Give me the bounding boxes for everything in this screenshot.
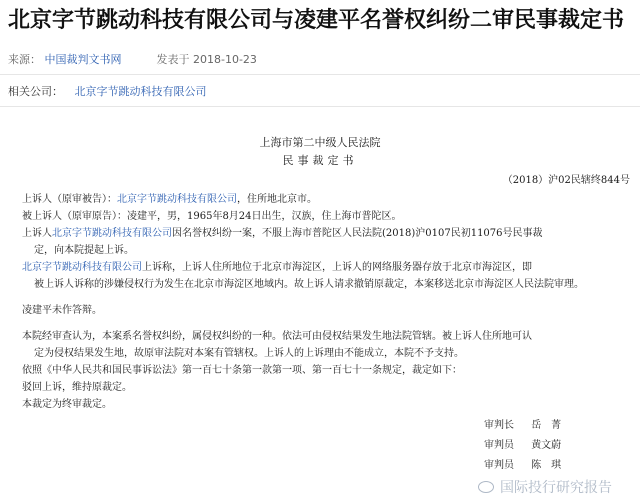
paragraph-ruling: 驳回上诉，维持原裁定。	[22, 382, 132, 393]
article-meta	[8, 52, 257, 68]
signer-role: 审判员	[484, 440, 514, 451]
signer-name: 岳 菁	[531, 420, 562, 431]
judgment-document	[0, 108, 640, 496]
divider	[0, 106, 640, 107]
document-type: 民事裁定书	[282, 154, 358, 167]
text: ，住所地北京市。	[237, 194, 317, 205]
paragraph-appellant	[22, 191, 630, 208]
paragraph-appeal-claims-cont: 被上诉人诉称的涉嫌侵权行为发生在北京市海淀区地域内。故上诉人请求撤销原裁定，本案移送北京市海淀区人民法院审理。	[34, 279, 584, 290]
published-label: 发表于	[156, 53, 190, 66]
paragraph-no-defense: 凌建平未作答辩。	[22, 305, 102, 316]
related-company-link[interactable]: 北京字节跳动科技有限公司	[74, 85, 207, 98]
published-date: 2018-10-23	[193, 53, 257, 66]
paragraph-appeal-cont: 定，向本院提起上诉。	[34, 245, 134, 256]
case-number: （2018）沪02民辖终844号	[502, 175, 630, 186]
text: 上诉人（原审被告）：	[22, 194, 117, 205]
signer-role: 审判长	[484, 420, 514, 431]
company-link[interactable]: 北京字节跳动科技有限公司	[22, 262, 142, 273]
signer-name: 黄文蔚	[531, 440, 562, 451]
paragraph-appellee: 被上诉人（原审原告）：凌建平，男，1965年8月24日出生，汉族，住上海市普陀区。	[22, 211, 402, 222]
text: 上诉人	[22, 228, 52, 239]
watermark	[478, 480, 612, 496]
paragraph-appeal	[22, 225, 630, 242]
signer-row	[484, 436, 634, 456]
watermark-text: 国际投行研究报告	[500, 480, 612, 496]
paragraph-court-opinion-cont: 定为侵权结果发生地，故原审法院对本案有管辖权。上诉人的上诉理由不能成立，本院不予支持。	[34, 348, 464, 359]
page-title: 北京字节跳动科技有限公司与凌建平名誉权纠纷二审民事裁定书	[8, 8, 625, 33]
related-label: 相关公司：	[8, 85, 63, 98]
source-link[interactable]: 中国裁判文书网	[44, 53, 122, 66]
text: 上诉称，上诉人住所地位于北京市海淀区，上诉人的网络服务器存放于北京市海淀区，即	[142, 262, 532, 273]
wechat-icon	[478, 481, 494, 493]
signer-row	[484, 456, 634, 476]
company-link[interactable]: 北京字节跳动科技有限公司	[52, 228, 172, 239]
divider	[0, 74, 640, 75]
signature-block	[484, 416, 634, 476]
paragraph-legal-basis: 依照《中华人民共和国民事诉讼法》第一百七十条第一款第一项、第一百七十一条规定，裁定如下：	[22, 365, 462, 376]
signer-role: 审判员	[484, 460, 514, 471]
signer-row	[484, 416, 634, 436]
text: 因名誉权纠纷一案，不服上海市普陀区人民法院(2018)沪0107民初11076号民事裁	[172, 228, 543, 239]
signer-name: 陈 琪	[531, 460, 562, 471]
related-company	[8, 84, 207, 100]
paragraph-appeal-claims	[22, 259, 630, 276]
court-name: 上海市第二中级人民法院	[259, 136, 381, 149]
company-link[interactable]: 北京字节跳动科技有限公司	[117, 194, 237, 205]
paragraph-court-opinion: 本院经审查认为，本案系名誉权纠纷，属侵权纠纷的一种。依法可由侵权结果发生地法院管辖。被上诉人住所地可认	[22, 331, 532, 342]
paragraph-final: 本裁定为终审裁定。	[22, 399, 112, 410]
source-label: 来源：	[8, 53, 41, 66]
